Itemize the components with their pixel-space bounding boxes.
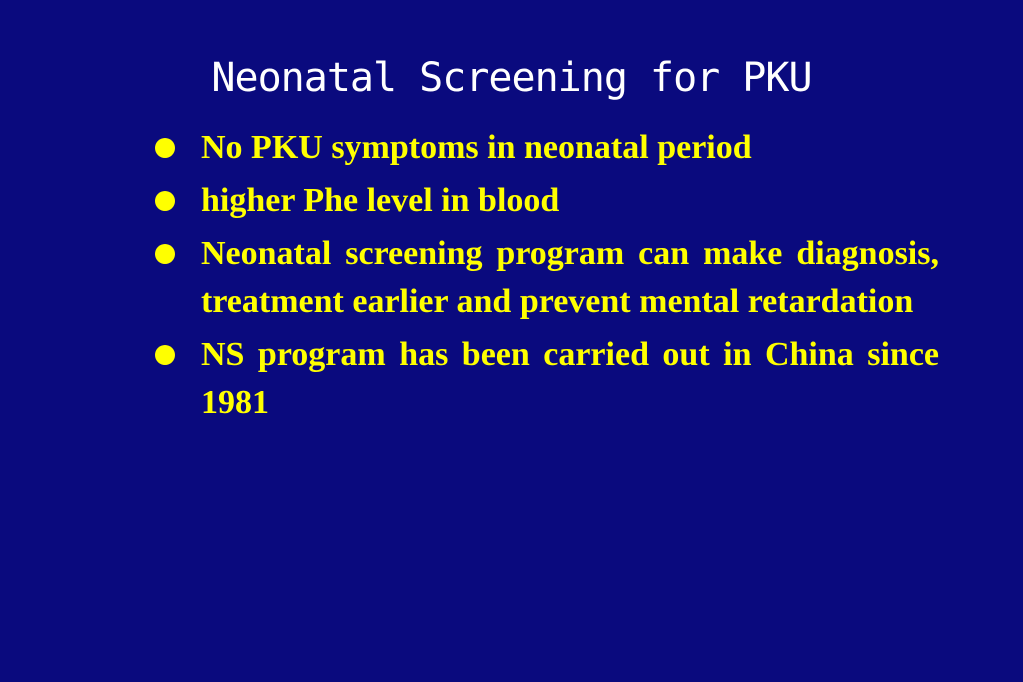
bullet-text: Neonatal screening program can make diagnosis, treatment earlier and prevent mental retardation: [201, 235, 939, 320]
bullet-dot-icon: [155, 244, 175, 264]
bullet-item: [155, 177, 939, 225]
bullet-text: higher Phe level in blood: [201, 182, 560, 219]
bullet-item: [155, 124, 939, 172]
bullet-text: NS program has been carried out in China since 1981: [201, 336, 939, 421]
bullet-list: [155, 124, 939, 432]
bullet-dot-icon: [155, 345, 175, 365]
bullet-item: [155, 230, 939, 326]
bullet-item: [155, 331, 939, 427]
bullet-dot-icon: [155, 138, 175, 158]
bullet-dot-icon: [155, 191, 175, 211]
slide-title: Neonatal Screening for PKU: [211, 55, 812, 101]
bullet-text: No PKU symptoms in neonatal period: [201, 129, 752, 166]
